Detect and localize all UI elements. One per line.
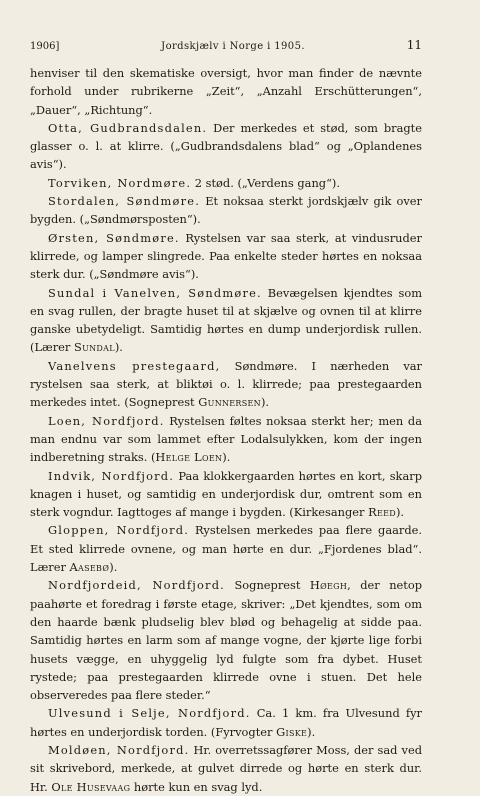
person-name: Helge Loen bbox=[155, 450, 223, 465]
person-name: Ole Husevaag bbox=[51, 779, 131, 794]
text-span: ). bbox=[260, 395, 270, 410]
entry-heading: Torviken, Nordmøre. bbox=[48, 175, 192, 190]
entry-heading: Sundal i Vanelven, Søndmøre. bbox=[48, 285, 262, 300]
text-span: Rystelsen føltes noksaa sterkt her; men da man endnu var som lammet efter Lodalsulykken, kom der ingen indberetning straks. ( bbox=[30, 413, 423, 465]
person-name: Aasebø bbox=[69, 560, 110, 575]
paragraph bbox=[30, 119, 422, 174]
text-span: Sogneprest bbox=[225, 578, 310, 593]
text-span: ). bbox=[109, 560, 118, 575]
text-span: Paa klokkergaarden hørtes en kort, skarp knagen i huset, og samtidig en underjordisk dur, omtrent som en sterk vogndur. Iagttoges af mange i bygden. (Kirkesanger bbox=[30, 468, 422, 520]
paragraph bbox=[30, 357, 422, 412]
text-span: ). bbox=[395, 505, 405, 520]
entry-heading: Vanelvens prestegaard, bbox=[48, 358, 221, 373]
paragraph bbox=[30, 229, 422, 284]
body-text bbox=[30, 64, 422, 796]
entry-heading: Ørsten, Søndmøre. bbox=[48, 230, 180, 245]
paragraph bbox=[30, 521, 422, 576]
entry-heading: Stordalen, Søndmøre. bbox=[48, 194, 201, 209]
text-span: Rystelsen merkedes paa flere gaarde. Et sted klirrede ovnene, og man hørte en dur. „Fjordenes blad“. Lærer bbox=[30, 523, 422, 575]
text-span: Søndmøre. I nærheden var rystelsen saa sterk, at bliktøi o. l. klirrede; paa prestegaarden merkedes intet. (Sogneprest bbox=[30, 358, 422, 410]
person-name: Sundal bbox=[73, 340, 115, 355]
text-span: Rystelsen var saa sterk, at vindusruder klirrede, og lamper slingrede. Paa enkelte steder hørtes en noksaa sterk dur. („Søndmøre avis“). bbox=[30, 230, 422, 282]
paragraph bbox=[30, 576, 422, 704]
paragraph bbox=[30, 284, 422, 357]
entry-heading: Gloppen, Nordfjord. bbox=[48, 523, 190, 538]
paragraph bbox=[30, 741, 422, 796]
paragraph bbox=[30, 467, 422, 522]
entry-heading: Indvik, Nordfjord. bbox=[48, 468, 175, 483]
person-name: Gunnersen bbox=[198, 395, 261, 410]
text-span: , der netop paahørte et foredrag i første etage, skriver: „Det kjendtes, som om den haarde bænk pludselig blev blød og behagelig at sidde paa. Samtidig hørtes en larm som af mange vogne, der kjørte lige forbi husets vægge, en uhyggelig lyd fulgte som fra dybet. Huset rystede; paa prestegaarden klirrede ovne i stuen. Det hele observeredes paa flere steder.“ bbox=[30, 578, 422, 703]
page-number: 11 bbox=[406, 38, 422, 52]
person-name: Høegh bbox=[309, 578, 348, 593]
text-span: Bevægelsen kjendtes som en svag rullen, der bragte huset til at skjælve og ovnen til at klirre ganske ubetydeligt. Samtidig hørtes en dump underjordisk rullen. (Lærer bbox=[30, 285, 423, 355]
text-span: henviser til den skematiske oversigt, hvor man finder de nævnte forhold under rubrikerne „Zeit“, „Anzahl Erschütterungen“, „Dauer“, „Richtung“. bbox=[30, 66, 422, 117]
entry-heading: Moldøen, Nordfjord. bbox=[48, 742, 190, 757]
text-span: 2 stød. („Verdens gang“). bbox=[191, 175, 340, 190]
person-name: Giske bbox=[276, 724, 308, 739]
entry-heading: Ulvesund i Selje, Nordfjord. bbox=[48, 706, 251, 721]
running-header bbox=[30, 38, 422, 54]
entry-heading: Nordfjordeid, Nordfjord. bbox=[48, 578, 226, 593]
text-span: Ca. 1 km. fra Ulvesund fyr hørtes en underjordisk torden. (Fyrvogter bbox=[30, 706, 422, 739]
person-name: Reed bbox=[368, 505, 396, 520]
paragraph bbox=[30, 704, 422, 741]
header-year: 1906] bbox=[30, 41, 60, 52]
running-title: Jordskjælv i Norge i 1905. bbox=[161, 41, 305, 52]
paragraph bbox=[30, 412, 422, 467]
text-span: Der merkedes et stød, som bragte glasser o. l. at klirre. („Gudbrandsdalens blad“ og „Oplandenes avis“). bbox=[30, 120, 422, 172]
entry-heading: Loen, Nordfjord. bbox=[48, 413, 165, 428]
paragraph bbox=[30, 174, 422, 192]
text-span: ). bbox=[307, 724, 316, 739]
entry-heading: Otta, Gudbrandsdalen. bbox=[48, 120, 208, 135]
text-span: Et noksaa sterkt jordskjælv gik over bygden. („Søndmørsposten“). bbox=[30, 194, 422, 227]
paragraph bbox=[30, 192, 422, 229]
text-span: ). bbox=[114, 340, 123, 355]
text-span: Hr. overretssagfører Moss, der sad ved sit skrivebord, merkede, at gulvet dirrede og hørte en sterk dur. Hr. bbox=[30, 742, 422, 794]
text-span: ). bbox=[222, 450, 231, 465]
text-span: hørte kun en svag lyd. bbox=[130, 779, 263, 794]
paragraph bbox=[30, 64, 422, 119]
